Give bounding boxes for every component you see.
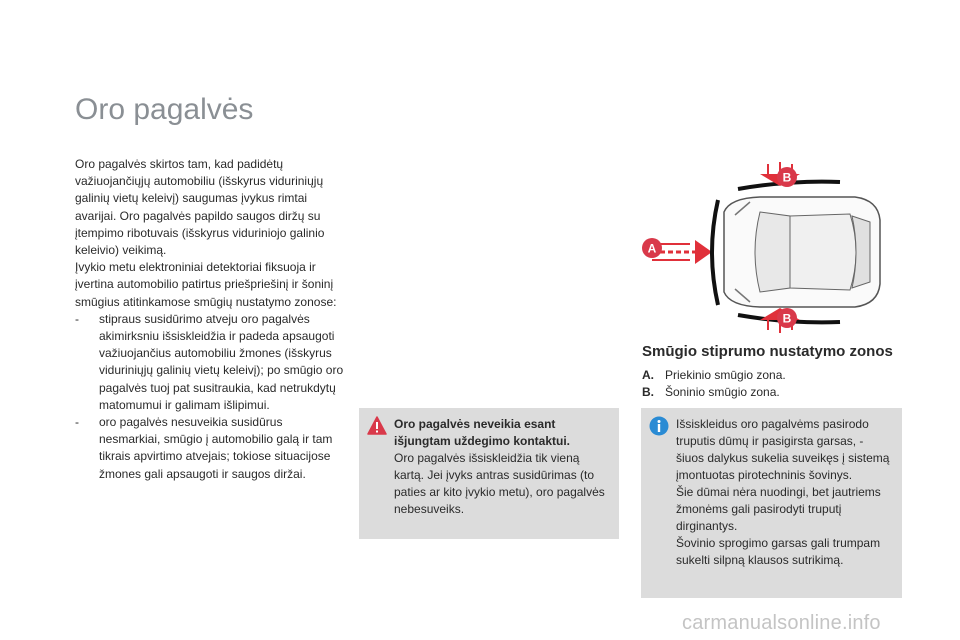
warning-title: Oro pagalvės neveikia esant išjungtam uždegimo kontaktui. xyxy=(394,417,571,448)
intro-paragraph-2: Įvykio metu elektroniniai detektoriai fiksuoja ir įvertina automobilio patirtus priešpriešinį ir šoninį smūgius atitinkamose smūgių nustatymo zonose: xyxy=(75,260,337,309)
svg-text:B: B xyxy=(782,170,792,185)
zones-title: Smūgio stiprumo nustatymo zonos xyxy=(642,343,893,360)
warning-content xyxy=(394,416,611,518)
page-title: Oro pagalvės xyxy=(75,93,254,126)
zone-text: Priekinio smūgio zona. xyxy=(665,368,786,382)
warning-box xyxy=(359,408,619,539)
info-paragraph-2: Šie dūmai nėra nuodingi, bet jautriems žmonėms gali pasirodyti truputį dirginantys. xyxy=(676,485,881,533)
info-paragraph-1: Išsiskleidus oro pagalvėms pasirodo truputis dūmų ir pasigirsta garsas, - šiuos dalykus sukelia suveikęs į sistemą įmontuotas pirotechninis šovinys. xyxy=(676,417,890,482)
info-box xyxy=(641,408,902,598)
list-item-text: oro pagalvės nesuveikia susidūrus nesmarkiai, smūgio į automobilio galą ir tam tikrais apvirtimo atvejais; tokiose situacijose žmones gali apsaugoti ir saugos diržai. xyxy=(99,415,333,481)
svg-text:A: A xyxy=(647,241,657,256)
list-item-text: stipraus susidūrimo atveju oro pagalvės akimirksniu išsiskleidžia ir padeda apsaugoti važiuojančius automobiliu žmones (išskyrus viduriniųjų galinių vietų keleivį); po smūgio oro pagalvės tuoj pat susitraukia, kad netrukdytų matomumui ir galimam išlipimui. xyxy=(99,311,344,412)
list-item xyxy=(642,384,902,401)
zone-text: Šoninio smūgio zona. xyxy=(665,385,780,399)
impact-zones-diagram xyxy=(640,160,910,335)
info-icon xyxy=(649,416,669,436)
info-content xyxy=(676,416,894,569)
list-dash: - xyxy=(75,415,79,430)
intro-text xyxy=(75,156,345,483)
warning-icon xyxy=(367,416,387,436)
intro-paragraph-1: Oro pagalvės skirtos tam, kad padidėtų važiuojančiųjų automobiliu (išskyrus viduriniųjų galinių vietų keleivį) saugumas įvykus rimtai avarijai. Oro pagalvės papildo saugos diržų su įtempimo ribotuvais (išskyrus viduriniojo galinio keleivio) veikimą. xyxy=(75,157,325,258)
list-item xyxy=(75,414,345,483)
label-b-bottom-badge xyxy=(777,308,797,328)
svg-text:B: B xyxy=(782,311,792,326)
list-dash: - xyxy=(75,311,79,326)
list-item xyxy=(75,311,345,414)
list-item xyxy=(642,367,902,384)
zone-letter: B. xyxy=(642,385,654,399)
zones-list xyxy=(642,367,902,401)
warning-body: Oro pagalvės išsiskleidžia tik vieną kartą. Jei įvyks antras susidūrimas (to paties ar kito įvykio metu), oro pagalvės nebesuveiks. xyxy=(394,451,605,516)
label-b-top-badge xyxy=(777,167,797,187)
car-icon xyxy=(724,197,880,307)
car-top-view-illustration xyxy=(640,160,910,335)
zone-letter: A. xyxy=(642,368,654,382)
front-zone-curve xyxy=(712,200,718,305)
watermark: carmanualsonline.info xyxy=(682,612,881,634)
label-a-badge xyxy=(642,238,662,258)
info-paragraph-3: Šovinio sprogimo garsas gali trumpam sukelti silpną klausos sutrikimą. xyxy=(676,536,881,567)
